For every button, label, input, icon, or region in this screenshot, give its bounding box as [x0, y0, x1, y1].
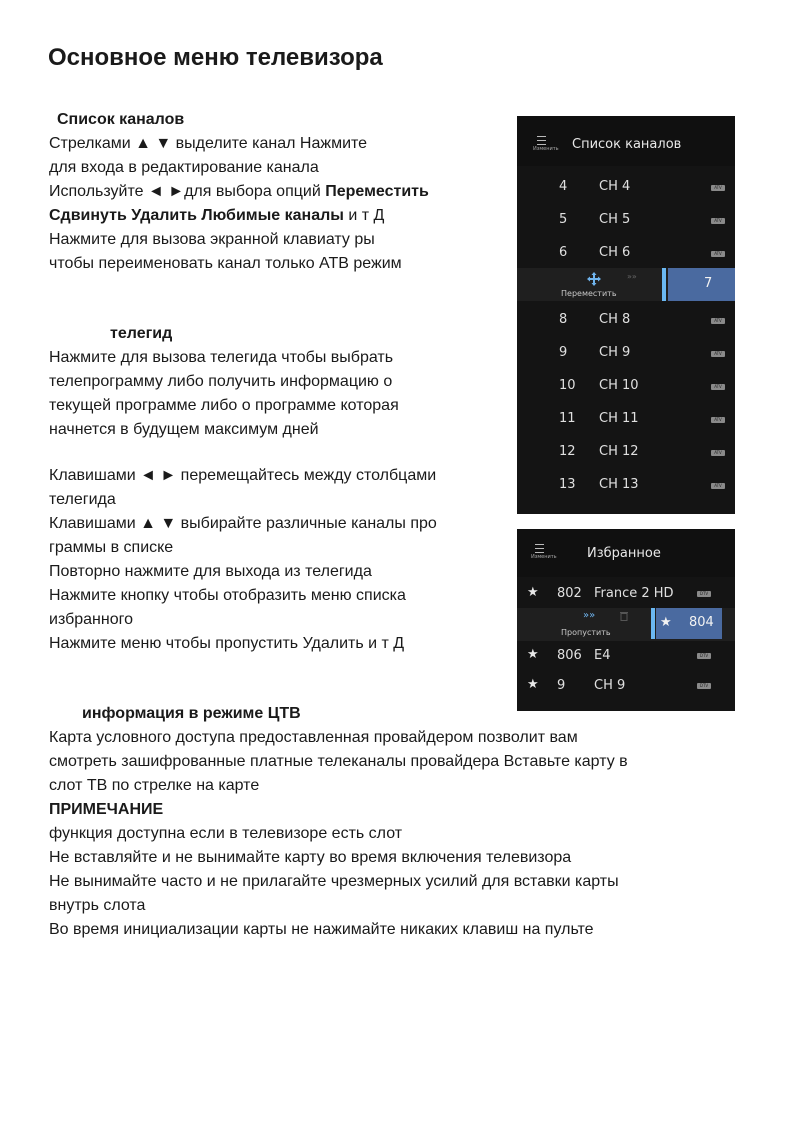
- dtv-badge: DTV: [697, 653, 711, 659]
- channel-name: CH 10: [599, 378, 639, 393]
- epg-line-1: Нажмите для вызова телегида чтобы выбрать: [49, 349, 394, 366]
- channel-row[interactable]: [517, 236, 735, 269]
- channel-number: 5: [559, 212, 568, 227]
- favorite-row[interactable]: [517, 579, 735, 609]
- selection-indicator: [651, 608, 655, 639]
- channels-text: каналы: [280, 207, 344, 224]
- atv-badge: ATV: [711, 351, 725, 357]
- channel-list-line-6: чтобы переименовать канал только АТВ режим: [49, 255, 402, 272]
- channel-list-screenshot: [517, 116, 735, 514]
- channel-row[interactable]: [517, 303, 735, 336]
- move-option-label: Переместить: [561, 289, 617, 298]
- channel-name: CH 9: [599, 345, 631, 360]
- epg-line-4: начнется в будущем максимум дней: [49, 421, 319, 438]
- edit-menu-icon: [535, 544, 544, 553]
- channel-list-line-2: для входа в редактирование канала: [49, 159, 319, 176]
- atv-badge: ATV: [711, 384, 725, 390]
- epg-line-2: телепрограмму либо получить информацию о: [49, 373, 393, 390]
- channel-number: 13: [559, 477, 576, 492]
- note-line-3: Не вынимайте часто и не прилагайте чрезмерных усилий для вставки карты: [49, 873, 619, 890]
- channel-list-line-3: [49, 182, 429, 202]
- channel-name: CH 8: [599, 312, 631, 327]
- channel-number: 9: [559, 345, 568, 360]
- channel-number: 802: [557, 586, 582, 601]
- ci-heading: информация в режиме ЦТВ: [82, 705, 301, 722]
- edit-menu-icon: [537, 136, 546, 145]
- channel-row[interactable]: [517, 336, 735, 369]
- channel-name: E4: [594, 648, 611, 663]
- channel-number: 4: [559, 179, 568, 194]
- selected-favorite-row[interactable]: [517, 608, 735, 641]
- skip-option-label: Пропустить: [561, 628, 611, 637]
- channel-list-title: Список каналов: [572, 137, 682, 152]
- channel-list-line-5: Нажмите для вызова экранной клавиату ры: [49, 231, 375, 248]
- channel-list-line-1: Стрелками ▲ ▼ выделите канал Нажмите: [49, 135, 368, 152]
- epg-keys-line-5: Повторно нажмите для выхода из телегида: [49, 563, 372, 580]
- epg-heading: телегид: [110, 325, 173, 342]
- trash-icon[interactable]: [620, 611, 628, 621]
- atv-badge: ATV: [711, 417, 725, 423]
- channel-row[interactable]: [517, 468, 735, 501]
- atv-badge: ATV: [711, 483, 725, 489]
- atv-badge: ATV: [711, 450, 725, 456]
- note-line-5: Во время инициализации карты не нажимайте никаких клавиш на пульте: [49, 921, 594, 938]
- epg-keys-line-8: Нажмите меню чтобы пропустить Удалить и т Д: [49, 635, 405, 652]
- channel-row[interactable]: [517, 435, 735, 468]
- channel-row[interactable]: [517, 369, 735, 402]
- dtv-badge: DTV: [697, 683, 711, 689]
- favorite-row[interactable]: [517, 671, 735, 701]
- channel-list-line-4: [49, 206, 384, 226]
- channel-row[interactable]: [517, 402, 735, 435]
- skip-chevrons-icon[interactable]: »»: [627, 272, 637, 281]
- channel-name: CH 12: [599, 444, 639, 459]
- favorites-screenshot: [517, 529, 735, 711]
- selected-channel-number: 7: [704, 276, 713, 291]
- atv-badge: ATV: [711, 251, 725, 257]
- star-icon: ★: [527, 647, 539, 662]
- channel-number: 9: [557, 678, 566, 693]
- channel-number: 11: [559, 411, 576, 426]
- star-icon: ★: [527, 585, 539, 600]
- dtv-badge: DTV: [697, 591, 711, 597]
- channel-name: CH 13: [599, 477, 639, 492]
- channel-name: CH 5: [599, 212, 631, 227]
- favorites-text: Любимые: [201, 207, 281, 224]
- atv-badge: ATV: [711, 318, 725, 324]
- note-line-1: функция доступна если в телевизоре есть слот: [49, 825, 403, 842]
- ci-line-2: смотреть зашифрованные платные телеканалы провайдера Вставьте карту в: [49, 753, 628, 770]
- epg-keys-line-1: Клавишами ◄ ► перемещайтесь между столбцами: [49, 467, 437, 484]
- epg-keys-line-3: Клавишами ▲ ▼ выбирайте различные каналы про: [49, 515, 437, 532]
- shift-delete-text: Сдвинуть Удалить: [49, 207, 202, 224]
- star-icon: ★: [660, 615, 672, 630]
- selected-channel-row[interactable]: [517, 268, 735, 301]
- channel-list-header: [517, 116, 735, 166]
- ci-line-1: Карта условного доступа предоставленная провайдером позволит вам: [49, 729, 578, 746]
- channel-list-heading: Список каналов: [57, 111, 185, 128]
- epg-keys-line-2: телегида: [49, 491, 116, 508]
- favorites-header: [517, 529, 735, 577]
- note-line-4: внутрь слота: [49, 897, 146, 914]
- epg-keys-line-7: избранного: [49, 611, 134, 628]
- page-title: Основное меню телевизора: [48, 44, 383, 71]
- skip-chevrons-icon[interactable]: »»: [583, 610, 596, 621]
- favorites-title: Избранное: [587, 546, 661, 561]
- selected-channel-number: 804: [689, 615, 714, 630]
- channel-number: 6: [559, 245, 568, 260]
- atv-badge: ATV: [711, 185, 725, 191]
- atv-badge: ATV: [711, 218, 725, 224]
- channel-number: 12: [559, 444, 576, 459]
- channel-number: 10: [559, 378, 576, 393]
- channel-row[interactable]: [517, 203, 735, 236]
- channel-name: CH 11: [599, 411, 639, 426]
- ci-line-3: слот ТВ по стрелке на карте: [49, 777, 260, 794]
- channel-name: CH 6: [599, 245, 631, 260]
- move-icon[interactable]: [587, 272, 601, 286]
- epg-line-3: текущей программе либо о программе которая: [49, 397, 399, 414]
- selected-channel-box[interactable]: [668, 268, 735, 301]
- line-3-text: Используйте ◄ ►для выбора опций: [49, 183, 326, 200]
- edit-label: Изменить: [533, 146, 559, 152]
- star-icon: ★: [527, 677, 539, 692]
- favorite-row[interactable]: [517, 641, 735, 671]
- note-line-2: Не вставляйте и не вынимайте карту во время включения телевизора: [49, 849, 572, 866]
- channel-number: 8: [559, 312, 568, 327]
- channel-name: CH 9: [594, 678, 626, 693]
- channel-name: France 2 HD: [594, 586, 674, 601]
- note-heading: ПРИМЕЧАНИЕ: [49, 801, 164, 818]
- channel-name: CH 4: [599, 179, 631, 194]
- epg-keys-line-4: граммы в списке: [49, 539, 174, 556]
- channel-row[interactable]: [517, 170, 735, 203]
- selection-indicator: [662, 268, 666, 301]
- channel-number: 806: [557, 648, 582, 663]
- etc-text: и т Д: [343, 207, 385, 224]
- epg-keys-line-6: Нажмите кнопку чтобы отобразить меню списка: [49, 587, 406, 604]
- move-option-text: Переместить: [325, 183, 429, 200]
- edit-label: Изменить: [531, 554, 557, 560]
- selected-favorite-box[interactable]: [656, 608, 722, 639]
